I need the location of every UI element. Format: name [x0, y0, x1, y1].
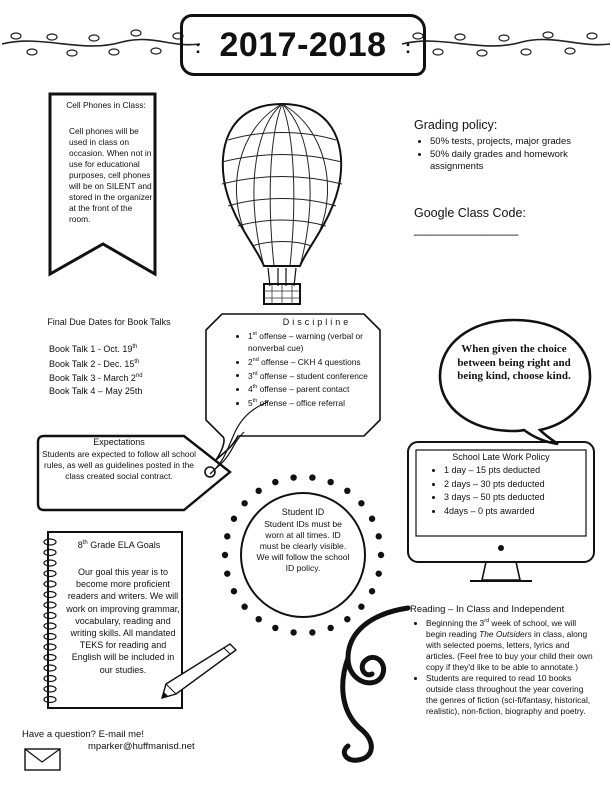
cell-phones-title: Cell Phones in Class: — [66, 100, 146, 110]
decorative-dot — [376, 533, 382, 539]
decorative-dot — [378, 552, 384, 558]
notebook-spiral-ring — [44, 571, 56, 577]
notebook-spiral-ring — [44, 676, 56, 682]
discipline-item: • 5th offense – office referral — [248, 395, 396, 409]
notebook-spiral-ring — [44, 581, 56, 587]
decorative-dot — [344, 488, 350, 494]
decorative-dot — [290, 629, 296, 635]
decorative-dot — [255, 616, 261, 622]
expectations-body: Students are expected to follow all school rules, as well as guidelines posted in the class created social contract. — [41, 449, 197, 481]
late-work-item: • 3 days – 50 pts deducted — [444, 491, 604, 505]
discipline-item: • 3rd offense – student conference — [248, 368, 396, 382]
notebook-spiral-ring — [44, 644, 56, 650]
late-work-item: • 2 days – 30 pts deducted — [444, 478, 604, 492]
hot-air-balloon-illustration — [212, 100, 352, 310]
decorative-dot — [224, 570, 230, 576]
book-talk-item: Book Talk 3 - March 2nd — [49, 373, 143, 383]
notebook-spiral-ring — [44, 686, 56, 692]
notebook-spiral-ring — [44, 697, 56, 703]
quote-text: When given the choice between being right and being kind, choose kind. — [457, 343, 571, 382]
reading-item: • Beginning the 3rd week of school, we will begin reading The Outsiders in class, along with selected poems, letters, lyrics and articles. (Feel free to buy your child their own copy if they'd like to be able to annotate.) — [426, 616, 596, 673]
decorative-dot — [231, 588, 237, 594]
reading-list — [410, 616, 596, 717]
grading-policy-list — [414, 136, 610, 174]
contact-question: Have a question? E-mail me! — [22, 729, 144, 740]
grading-item: • 50% daily grades and homework assignments — [430, 149, 610, 174]
discipline-list — [232, 328, 396, 409]
notebook-spiral-ring — [44, 539, 56, 545]
header-vine-right — [402, 26, 612, 66]
decorative-dot — [272, 479, 278, 485]
discipline-item: • 4th offense – parent contact — [248, 381, 396, 395]
pencil-icon — [158, 640, 238, 700]
notebook-spiral-ring — [44, 655, 56, 661]
decorative-dot — [255, 488, 261, 494]
reading-item: • Students are required to read 10 books outside class throughout the year covering the genres of fiction (sci-fi/fantasy, historical, realistic), non-fiction, biography and poetry. — [426, 673, 596, 717]
decorative-dot — [222, 552, 228, 558]
header-vine-left — [2, 26, 202, 66]
expectations-tag-string — [206, 400, 276, 480]
grading-item: • 50% tests, projects, major grades — [430, 136, 610, 149]
envelope-icon — [24, 748, 62, 772]
notebook-spiral-ring — [44, 550, 56, 556]
discipline-item: • 1st offense – warning (verbal or nonverbal cue) — [248, 328, 396, 354]
student-id-title: Student ID — [281, 507, 325, 517]
decorative-dot — [309, 629, 315, 635]
book-talks-title: Final Due Dates for Book Talks — [47, 317, 171, 327]
grading-policy-title: Grading policy: — [414, 118, 498, 132]
book-talks-list — [49, 341, 143, 397]
book-talk-item: Book Talk 4 – May 25th — [49, 385, 143, 396]
page-title: 2017-2018 — [219, 26, 387, 64]
cell-phones-body: Cell phones will be used in class on occasion. When not in use for educational purposes, cell phones will be on SILENT and stored in the organizer at the front of the room. — [69, 126, 153, 224]
notebook-spiral-ring — [44, 560, 56, 566]
discipline-item: • 2nd offense – CKH 4 questions — [248, 354, 396, 368]
late-work-title: School Late Work Policy — [452, 452, 550, 462]
late-work-item: • 4days – 0 pts awarded — [444, 505, 604, 519]
header-dot-left: : — [195, 37, 201, 57]
ela-goals-title: 8th Grade ELA Goals — [77, 540, 161, 550]
book-talk-item: Book Talk 2 - Dec. 15th — [49, 358, 140, 369]
decorative-dot — [231, 516, 237, 522]
notebook-spiral-ring — [44, 634, 56, 640]
decorative-dot — [224, 533, 230, 539]
decorative-dot — [376, 570, 382, 576]
decorative-dot — [358, 500, 364, 506]
notebook-spiral-ring — [44, 613, 56, 619]
decorative-dot — [309, 474, 315, 480]
reading-title: Reading – In Class and Independent — [410, 604, 565, 615]
header-box — [180, 14, 426, 76]
notebook-spiral-ring — [44, 592, 56, 598]
notebook-spiral-ring — [44, 602, 56, 608]
google-class-code-blank: _______________ — [414, 222, 519, 236]
ela-goals-body: Our goal this year is to become more proficient readers and writers. We will work on improving grammar, vocabulary, reading and writing skills. All mandated TEKS for reading and English will be included in our studies. — [66, 567, 180, 675]
decorative-dot — [369, 516, 375, 522]
discipline-title: Discipline — [282, 317, 352, 327]
swirl-decoration — [318, 606, 414, 766]
decorative-dot — [241, 604, 247, 610]
decorative-dot — [327, 479, 333, 485]
expectations-title: Expectations — [93, 437, 145, 447]
book-talk-item: Book Talk 1 - Oct. 19th — [49, 344, 138, 354]
decorative-dot — [241, 500, 247, 506]
contact-email[interactable]: mparker@huffmanisd.net — [88, 741, 195, 752]
late-work-item: • 1 day – 15 pts deducted — [444, 464, 604, 478]
notebook-spiral-ring — [44, 665, 56, 671]
header-dot-right: : — [405, 37, 411, 57]
decorative-dot — [272, 625, 278, 631]
decorative-dot — [290, 474, 296, 480]
late-work-list — [428, 464, 604, 518]
student-id-body: Student IDs must be worn at all times. ID must be clearly visible. We will follow the school ID policy. — [256, 519, 350, 573]
decorative-dot — [369, 588, 375, 594]
google-class-code-title: Google Class Code: — [414, 206, 526, 220]
notebook-spiral-ring — [44, 623, 56, 629]
